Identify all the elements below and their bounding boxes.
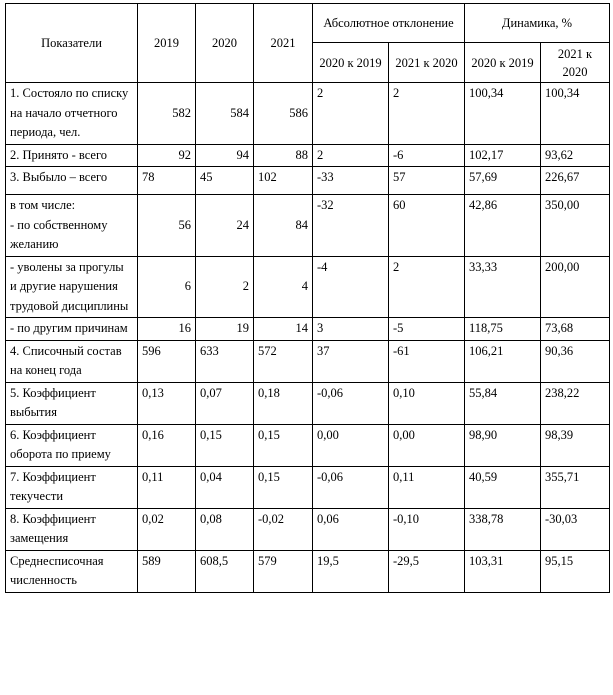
header-indicators: Показатели: [6, 4, 138, 83]
header-2021: 2021: [254, 4, 313, 83]
cell-dyn-2020-2019: 40,59: [465, 466, 541, 508]
cell-dyn-2021-2020: -30,03: [541, 508, 610, 550]
table-row: [6, 256, 610, 318]
cell-abs-2020-2019: -33: [313, 167, 389, 195]
cell-2021: 0,15: [254, 466, 313, 508]
row-label: 3. Выбыло – всего: [6, 167, 138, 195]
table-row: [6, 466, 610, 508]
cell-abs-2021-2020: 2: [389, 256, 465, 318]
cell-2019: 0,13: [138, 382, 196, 424]
cell-abs-2020-2019: 37: [313, 340, 389, 382]
header-2020: 2020: [196, 4, 254, 83]
cell-dyn-2021-2020: 98,39: [541, 424, 610, 466]
cell-abs-2021-2020: 60: [389, 195, 465, 257]
table-row: [6, 318, 610, 341]
table-row: [6, 144, 610, 167]
cell-2019: 589: [138, 550, 196, 592]
cell-dyn-2021-2020: 95,15: [541, 550, 610, 592]
cell-abs-2020-2019: -0,06: [313, 382, 389, 424]
cell-dyn-2020-2019: 42,86: [465, 195, 541, 257]
cell-dyn-2020-2019: 57,69: [465, 167, 541, 195]
cell-dyn-2021-2020: 73,68: [541, 318, 610, 341]
header-dyn-2021-2020: 2021 к 2020: [541, 43, 610, 83]
cell-abs-2020-2019: -32: [313, 195, 389, 257]
cell-2019: 596: [138, 340, 196, 382]
cell-abs-2020-2019: 2: [313, 83, 389, 145]
cell-2021: 586: [254, 83, 313, 145]
table-row: [6, 83, 610, 145]
cell-2019: 92: [138, 144, 196, 167]
row-label: - по другим причинам: [6, 318, 138, 341]
cell-2021: 4: [254, 256, 313, 318]
cell-dyn-2021-2020: 350,00: [541, 195, 610, 257]
cell-2020: 19: [196, 318, 254, 341]
cell-abs-2021-2020: -61: [389, 340, 465, 382]
cell-dyn-2021-2020: 100,34: [541, 83, 610, 145]
cell-2021: 14: [254, 318, 313, 341]
cell-dyn-2021-2020: 226,67: [541, 167, 610, 195]
staff-movement-table: [5, 3, 610, 593]
table-row: [6, 195, 610, 257]
cell-abs-2021-2020: 2: [389, 83, 465, 145]
header-dynamics: Динамика, %: [465, 4, 610, 43]
row-label: Среднесписочная численность: [6, 550, 138, 592]
cell-dyn-2020-2019: 33,33: [465, 256, 541, 318]
cell-abs-2021-2020: -6: [389, 144, 465, 167]
cell-abs-2021-2020: 57: [389, 167, 465, 195]
table-row: [6, 340, 610, 382]
table-row: [6, 508, 610, 550]
cell-2021: 84: [254, 195, 313, 257]
cell-abs-2021-2020: 0,10: [389, 382, 465, 424]
cell-dyn-2020-2019: 103,31: [465, 550, 541, 592]
cell-2021: 579: [254, 550, 313, 592]
row-label: - уволены за прогулы и другие нарушения трудовой дисциплины: [6, 256, 138, 318]
cell-abs-2021-2020: -29,5: [389, 550, 465, 592]
cell-abs-2021-2020: -0,10: [389, 508, 465, 550]
cell-2020: 584: [196, 83, 254, 145]
cell-abs-2021-2020: 0,11: [389, 466, 465, 508]
cell-2019: 78: [138, 167, 196, 195]
cell-2021: 572: [254, 340, 313, 382]
row-label: 5. Коэффициент выбытия: [6, 382, 138, 424]
cell-2020: 2: [196, 256, 254, 318]
table-row: [6, 382, 610, 424]
header-dyn-2020-2019: 2020 к 2019: [465, 43, 541, 83]
cell-2019: 16: [138, 318, 196, 341]
cell-abs-2021-2020: 0,00: [389, 424, 465, 466]
cell-dyn-2021-2020: 200,00: [541, 256, 610, 318]
cell-2020: 0,15: [196, 424, 254, 466]
cell-dyn-2021-2020: 355,71: [541, 466, 610, 508]
cell-dyn-2020-2019: 106,21: [465, 340, 541, 382]
header-row-top: [6, 4, 610, 43]
cell-2020: 633: [196, 340, 254, 382]
cell-2019: 582: [138, 83, 196, 145]
header-2019: 2019: [138, 4, 196, 83]
cell-abs-2020-2019: -0,06: [313, 466, 389, 508]
header-abs-2020-2019: 2020 к 2019: [313, 43, 389, 83]
cell-2021: -0,02: [254, 508, 313, 550]
cell-2020: 0,07: [196, 382, 254, 424]
cell-2020: 24: [196, 195, 254, 257]
cell-abs-2020-2019: 2: [313, 144, 389, 167]
row-label: 1. Состояло по списку на начало отчетного периода, чел.: [6, 83, 138, 145]
table-row: [6, 424, 610, 466]
cell-dyn-2020-2019: 98,90: [465, 424, 541, 466]
cell-2021: 88: [254, 144, 313, 167]
cell-2019: 0,11: [138, 466, 196, 508]
row-label: 8. Коэффициент замещения: [6, 508, 138, 550]
cell-2020: 45: [196, 167, 254, 195]
cell-dyn-2020-2019: 118,75: [465, 318, 541, 341]
cell-2020: 0,08: [196, 508, 254, 550]
row-label: 7. Коэффициент текучести: [6, 466, 138, 508]
cell-dyn-2020-2019: 100,34: [465, 83, 541, 145]
cell-abs-2020-2019: 3: [313, 318, 389, 341]
cell-2021: 0,18: [254, 382, 313, 424]
row-label: 4. Списочный состав на конец года: [6, 340, 138, 382]
cell-2021: 0,15: [254, 424, 313, 466]
cell-2020: 0,04: [196, 466, 254, 508]
cell-abs-2020-2019: -4: [313, 256, 389, 318]
cell-dyn-2021-2020: 90,36: [541, 340, 610, 382]
cell-dyn-2021-2020: 93,62: [541, 144, 610, 167]
cell-abs-2020-2019: 0,06: [313, 508, 389, 550]
cell-dyn-2020-2019: 338,78: [465, 508, 541, 550]
cell-2019: 0,16: [138, 424, 196, 466]
row-label: 2. Принято - всего: [6, 144, 138, 167]
cell-2019: 6: [138, 256, 196, 318]
cell-2021: 102: [254, 167, 313, 195]
cell-2019: 0,02: [138, 508, 196, 550]
header-abs-2021-2020: 2021 к 2020: [389, 43, 465, 83]
cell-abs-2020-2019: 0,00: [313, 424, 389, 466]
cell-abs-2020-2019: 19,5: [313, 550, 389, 592]
cell-abs-2021-2020: -5: [389, 318, 465, 341]
header-abs-deviation: Абсолютное отклонение: [313, 4, 465, 43]
cell-dyn-2020-2019: 102,17: [465, 144, 541, 167]
row-label: в том числе: - по собственному желанию: [6, 195, 138, 257]
table-row: [6, 550, 610, 592]
cell-2019: 56: [138, 195, 196, 257]
table-row: [6, 167, 610, 195]
cell-dyn-2021-2020: 238,22: [541, 382, 610, 424]
cell-dyn-2020-2019: 55,84: [465, 382, 541, 424]
cell-2020: 94: [196, 144, 254, 167]
cell-2020: 608,5: [196, 550, 254, 592]
row-label: 6. Коэффициент оборота по приему: [6, 424, 138, 466]
